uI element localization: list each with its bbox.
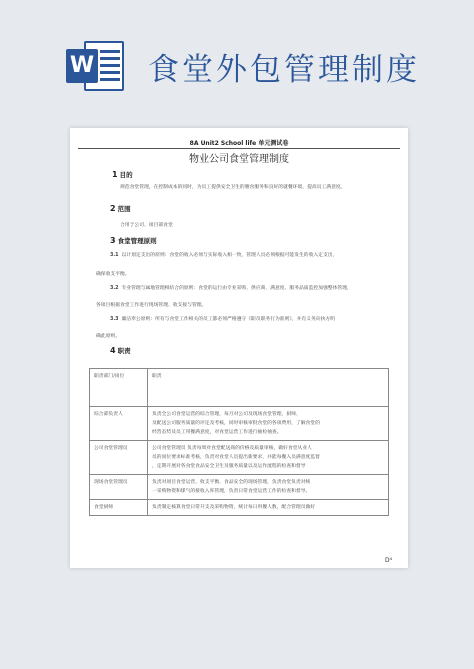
banner-title: 食堂外包管理制度 — [148, 52, 420, 88]
table-row — [90, 407, 389, 441]
paragraph: 3.3 廉洁奉公原则：所有与食堂工作相关的员工都必须严格遵守《职员职务行为准则》，并有义务向执方明 — [110, 317, 335, 322]
table-header-cell: 职责部门/岗位 — [90, 369, 148, 407]
duty-table — [89, 368, 389, 516]
table-cell-duty: 负责全公司食堂运营的综合管理，每月对公司及现场食堂管理、厨师、 及配送公司服务质量的评定及考核，同时审核审批食堂的各项费用，了解食堂的 经营态势及员工用餐满意度，对食堂运营工作进行抽检抽查。 — [148, 407, 389, 441]
paragraph: 3.1 以计划定支出的原则：食堂的收入必须与实际收入相一致，管理人员必须根据可能发生的收入定支出， — [110, 253, 338, 258]
section-heading: 3 食堂管理原则 — [110, 236, 157, 245]
section-heading: 2 范围 — [110, 204, 131, 213]
document-page — [70, 128, 408, 568]
paragraph: 合用于公司、项目部食堂 — [120, 223, 173, 228]
paragraph: 规范食堂管理，在控制成本的同时，为员工提供安全卫生的膳食服务和良好的就餐环境，提高员工满意度。 — [120, 185, 346, 190]
table-cell-duty: 负责对项目食堂运营、收支平衡、食品安全的现场管理，负责食堂负责对统 一采购物资和煤气的接收入库管理，负责日常食堂运营工作的检查和督导。 — [148, 475, 389, 500]
table-cell-duty: 公司食堂管理员 负责每周对食堂配送商的价格及质量审核，做好食堂从业人 员的岗位要求标准考核，负责对食堂人员提出新要求，并能每餐入员满意度监督 ，定期开展对各食堂食品安全卫生及服务质量以及运作流程的检查和督导 — [148, 441, 389, 475]
section-heading: 1 目的 — [112, 170, 133, 179]
table-cell-role: 综合部负责人 — [90, 407, 148, 441]
table-cell-role: 食堂厨师 — [90, 500, 148, 516]
paragraph: 确保收支平衡。 — [96, 272, 130, 277]
word-document-icon — [66, 37, 128, 95]
table-row — [90, 475, 389, 500]
paragraph: 3.2 专业管理与属地管理相结合的原则：食堂的运行由专业采购、供应商、满意度、服务品质监控加强整体管理， — [110, 286, 352, 291]
document-title: 物业公司食堂管理制度 — [189, 154, 289, 165]
table-cell-role: 公司食堂管理员 — [90, 441, 148, 475]
section-heading: 4 职责 — [110, 346, 131, 355]
banner — [0, 0, 474, 128]
table-cell-role: 现场食堂管理员 — [90, 475, 148, 500]
table-header-cell: 职责 — [148, 369, 389, 407]
running-header: 8A Unit2 School life 单元测试卷 — [189, 140, 289, 147]
table-row — [90, 441, 389, 475]
table-cell-duty: 负责制定核算食堂日常开支及采购物资，统计每日用餐人数，配合管理员做好 — [148, 500, 389, 516]
page-number: D⁴ — [384, 557, 392, 564]
table-header-row — [90, 369, 389, 407]
table-row — [90, 500, 389, 516]
word-logo-letter: W — [66, 49, 98, 83]
paragraph: 确此原则。 — [96, 334, 120, 339]
header-divider — [78, 148, 400, 149]
paragraph: 各项目根据食堂工作进行现场管理、收支接与管理。 — [96, 303, 207, 308]
